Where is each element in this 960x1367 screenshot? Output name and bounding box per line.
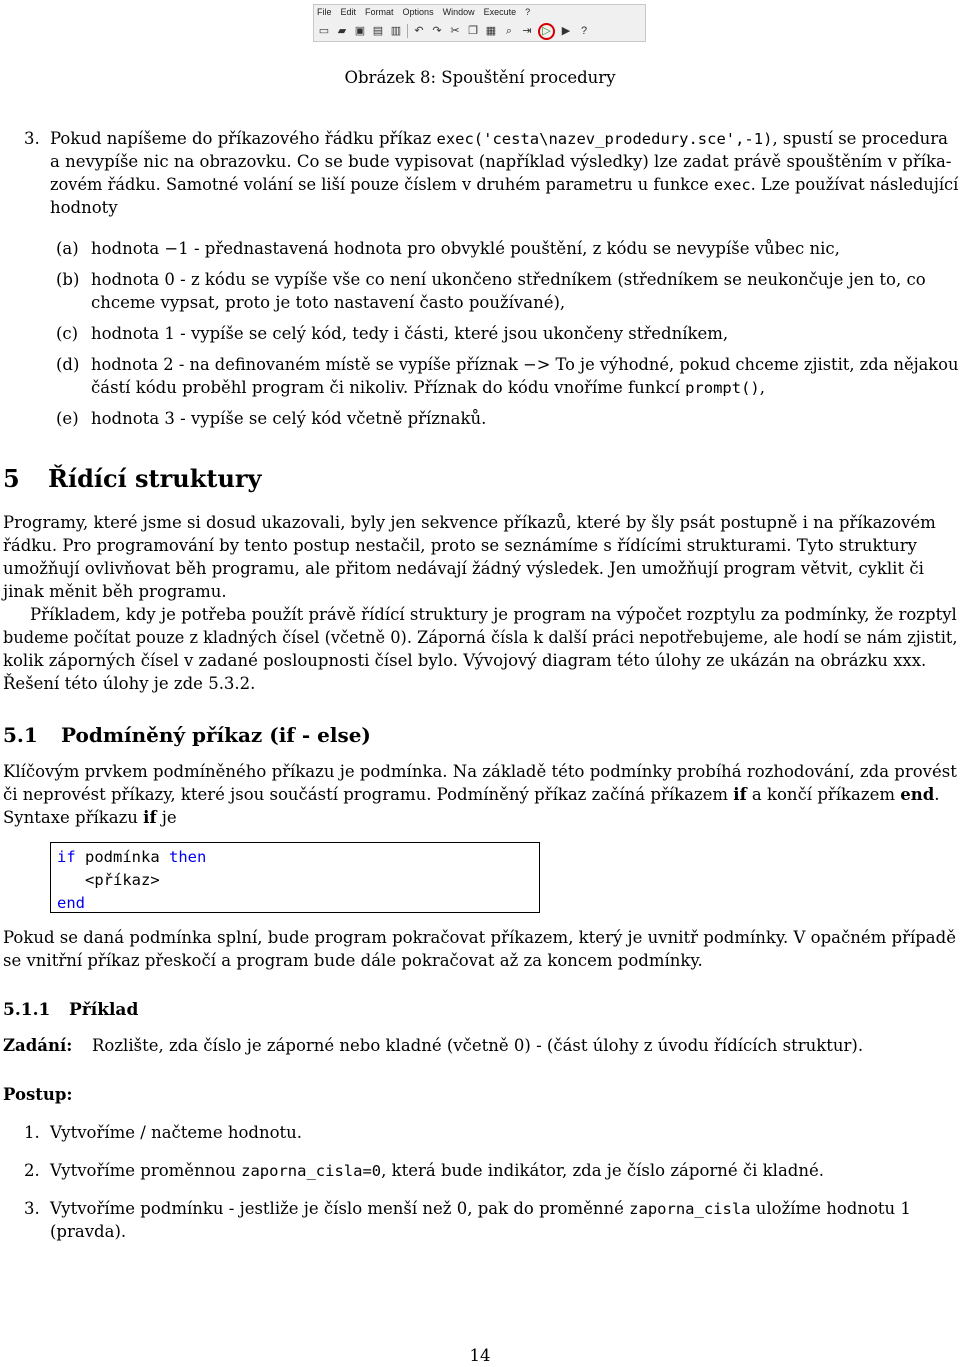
paragraph-line: budeme počítat pouze z kladných čísel (včetně 0). Záporná čísla k další práci nepotřebujeme, ale hodí se nám zjistit, [3, 628, 958, 647]
paragraph-line [3, 784, 940, 806]
text: je [161, 808, 177, 827]
item3-line1 [50, 128, 948, 150]
paragraph-line: Programy, které jsme si dosud ukazovali, byly jen sekvence příkazů, které by šly psát postupně i na příkazovém [3, 513, 936, 532]
item3-line4: hodnoty [50, 198, 118, 217]
copy-icon[interactable]: ❐ [468, 25, 478, 37]
zadani-label: Zadání: [3, 1036, 73, 1055]
menu-edit[interactable]: Edit [340, 7, 357, 17]
code-exec: exec [713, 176, 751, 194]
subsubsection-number: 5.1.1 [3, 1000, 51, 1020]
text: , [759, 378, 765, 397]
step-number: 1. [24, 1123, 40, 1142]
item3-line2: a nevypíše nic na obrazovku. Co se bude vypisovat (například výsledky) lze zadat právě spouštěním v příka- [50, 152, 952, 171]
code-keyword-end: end [57, 894, 85, 912]
postup-label: Postup: [3, 1085, 73, 1104]
code-line [57, 892, 539, 915]
text: zovém řádku. Samotné volání se liší pouze číslem v druhém parametru u funkce [50, 175, 709, 194]
step-text [50, 1198, 911, 1220]
text: a končí příkazem [751, 785, 895, 804]
text: uložíme hodnotu 1 [755, 1199, 911, 1218]
paragraph-line: Řešení této úlohy je zde 5.3.2. [3, 674, 256, 693]
redo-icon[interactable]: ↷ [432, 25, 442, 37]
sublist-item: hodnota 1 - vypíše se celý kód, tedy i části, které jsou ukončeny středníkem, [91, 324, 729, 343]
save-icon[interactable]: ▣ [354, 25, 366, 37]
paragraph-line: se vnitřní příkaz přeskočí a program bude dále pokračovat až za koncem podmínky. [3, 951, 703, 970]
page-number: 14 [469, 1346, 491, 1365]
sublist-label: (b) [56, 270, 80, 289]
sublist-item: hodnota −1 - přednastavená hodnota pro obvyklé pouštění, z kódu se nevypíše vůbec nic, [91, 239, 840, 258]
menu-execute[interactable]: Execute [483, 7, 517, 17]
text: Vytvoříme proměnnou [50, 1161, 236, 1180]
print-icon[interactable]: ▥ [390, 25, 402, 37]
step-text: (pravda). [50, 1222, 127, 1241]
keyword-end: end [900, 785, 935, 804]
icon-row [317, 22, 591, 40]
code-variable: zaporna_cisla [629, 1200, 751, 1218]
paragraph-line: řádku. Pro programování by tento postup nestačil, proto se seznámíme s řídícími strukturami. Tyto struktury [3, 536, 917, 555]
cut-icon[interactable]: ✂ [450, 25, 460, 37]
subsubsection-title: Příklad [69, 1000, 139, 1020]
menu-help[interactable]: ? [525, 7, 531, 17]
execute-icon[interactable]: ▷ [538, 23, 555, 40]
find-icon[interactable]: ⌕ [505, 25, 513, 37]
code-line [57, 846, 539, 869]
sublist-item: hodnota 0 - z kódu se vypíše vše co není ukončeno středníkem (středníkem se neukončuje jen to, co [91, 270, 926, 289]
new-file-icon[interactable]: ▭ [318, 25, 330, 37]
save-as-icon[interactable]: ▤ [372, 25, 384, 37]
code-condition: podmínka [75, 848, 169, 866]
paragraph-line: Příkladem, kdy je potřeba použít právě řídící struktury je program na výpočet rozptylu za podmínky, že rozptyl [30, 605, 957, 624]
code-prompt: prompt() [685, 379, 760, 397]
text: Vytvoříme podmínku - jestliže je číslo menší než 0, pak do proměnné [50, 1199, 624, 1218]
code-keyword-then: then [169, 848, 207, 866]
menu-file[interactable]: File [317, 7, 332, 17]
menu-bar [314, 5, 645, 20]
menu-options[interactable]: Options [402, 7, 434, 17]
text: , spustí se procedura [772, 129, 948, 148]
load-into-scilab-icon[interactable]: ⇥ [522, 25, 532, 37]
paragraph-line: umožňují ovlivňovat běh programu, ale přitom nedávají žádný výsledek. Jen umožňují program větvit, cyklit či [3, 559, 924, 578]
editor-toolbar-screenshot [313, 4, 646, 42]
text: , která bude indikátor, zda je číslo záporné či kladné. [381, 1161, 824, 1180]
paragraph-line: kolik záporných čísel v zadané posloupnosti čísel bylo. Vývojový diagram této úlohy ze ukázán na obrázku xxx. [3, 651, 927, 670]
step-number: 3. [24, 1199, 40, 1218]
text: Pokud napíšeme do příkazového řádku příkaz [50, 129, 432, 148]
separator [407, 24, 408, 38]
subsection-number: 5.1 [3, 723, 38, 747]
undo-icon[interactable]: ↶ [414, 25, 424, 37]
sublist-label: (d) [56, 355, 80, 374]
sublist-item: chceme vypsat, proto je toto nastavení často používané), [91, 293, 566, 312]
list-item-number: 3. [24, 129, 40, 148]
keyword-if: if [143, 808, 157, 827]
sublist-label: (e) [56, 409, 79, 428]
code-line: <příkaz> [57, 871, 160, 889]
step-icon[interactable]: ▶ [561, 25, 571, 37]
code-exec-call: exec('cesta\nazev_prodedury.sce',-1) [436, 130, 773, 148]
code-keyword-if: if [57, 848, 76, 866]
help-icon[interactable]: ? [580, 25, 588, 37]
text: či neprovést příkazy, které jsou součástí programu. Podmíněný příkaz začíná příkazem [3, 785, 729, 804]
item3-line3 [50, 174, 958, 196]
section-title: Řídící struktury [48, 464, 262, 493]
code-box [50, 842, 540, 913]
figure-caption: Obrázek 8: Spouštění procedury [344, 68, 616, 87]
step-text [50, 1160, 824, 1182]
step-text: Vytvoříme / načteme hodnotu. [50, 1123, 303, 1142]
text: Syntaxe příkazu [3, 808, 138, 827]
paragraph-line: jinak měnit běh programu. [3, 582, 227, 601]
code-variable: zaporna_cisla=0 [241, 1162, 382, 1180]
sublist-item [91, 377, 765, 399]
text: . [934, 785, 940, 804]
sublist-label: (c) [56, 324, 79, 343]
menu-window[interactable]: Window [442, 7, 475, 17]
paragraph-line: Pokud se daná podmínka splní, bude program pokračovat příkazem, který je uvnitř podmínky. V opačném případě [3, 928, 956, 947]
keyword-if: if [733, 785, 747, 804]
menu-format[interactable]: Format [365, 7, 394, 17]
paragraph-line: Klíčovým prvkem podmíněného příkazu je podmínka. Na základě této podmínky probíhá rozhodování, zda provést [3, 762, 957, 781]
paste-icon[interactable]: ▦ [485, 25, 497, 37]
subsection-title: Podmíněný příkaz (if - else) [61, 723, 371, 747]
section-number: 5 [3, 464, 20, 493]
text: částí kódu proběhl program či nikoliv. Příznak do kódu vnoříme funkcí [91, 378, 680, 397]
zadani-text: Rozlište, zda číslo je záporné nebo kladné (včetně 0) - (část úlohy z úvodu řídících struktur). [92, 1036, 864, 1055]
sublist-item: hodnota 2 - na definovaném místě se vypíše příznak −> To je výhodné, pokud chceme zjistit, zda nějakou [91, 355, 959, 374]
open-file-icon[interactable]: ▰ [337, 25, 347, 37]
text: . Lze používat následující [750, 175, 959, 194]
step-number: 2. [24, 1161, 40, 1180]
sublist-label: (a) [56, 239, 79, 258]
sublist-item: hodnota 3 - vypíše se celý kód včetně příznaků. [91, 409, 487, 428]
paragraph-line [3, 807, 177, 829]
